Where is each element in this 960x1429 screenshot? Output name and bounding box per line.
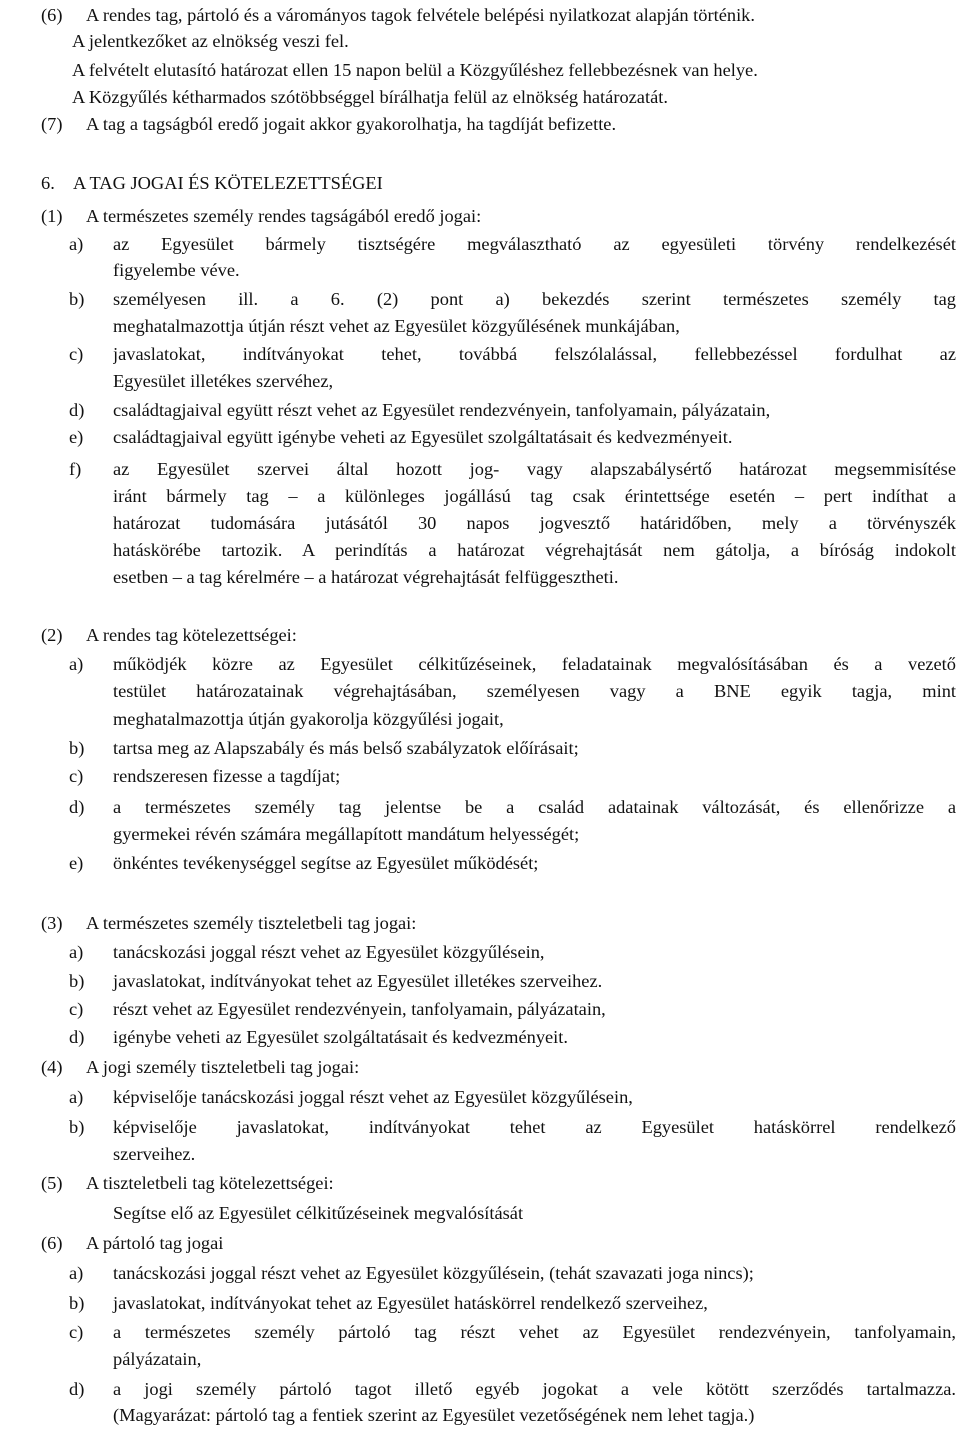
paragraph-text: A pártoló tag jogai bbox=[86, 1233, 224, 1253]
list-label: a) bbox=[69, 234, 84, 254]
list-label: c) bbox=[69, 344, 84, 364]
list-item-line bbox=[0, 483, 960, 510]
list-label: a) bbox=[69, 654, 84, 674]
paragraph-6-6 bbox=[0, 1230, 960, 1257]
list-item bbox=[0, 1024, 960, 1051]
paragraph-text: A felvételt elutasító határozat ellen 15 napon belül a Közgyűléshez fellebbezésnek van helye. bbox=[72, 60, 758, 80]
list-item-line bbox=[0, 313, 960, 340]
list-text: meghatalmazottja útján gyakorolja közgyűlési jogait, bbox=[113, 709, 504, 729]
list-text: a természetes személy tag jelentse be a család adatainak változását, és ellenőrizze a bbox=[113, 797, 956, 817]
list-item-line bbox=[0, 537, 960, 564]
list-text: javaslatokat, indítványokat tehet, továbbá felszólalással, fellebbezéssel fordulhat az bbox=[113, 344, 956, 364]
paragraph-number: (3) bbox=[41, 913, 63, 933]
list-text: gyermekei révén számára megállapított mandátum helyességét; bbox=[113, 824, 580, 844]
list-item bbox=[0, 397, 960, 424]
paragraph-line bbox=[0, 57, 960, 84]
paragraph-text: A rendes tag kötelezettségei: bbox=[86, 625, 297, 645]
paragraph-number: (5) bbox=[41, 1173, 63, 1193]
list-item bbox=[0, 794, 960, 821]
list-item bbox=[0, 286, 960, 313]
paragraph-number: (4) bbox=[41, 1057, 63, 1077]
list-label: b) bbox=[69, 289, 85, 309]
list-text: testület határozatainak végrehajtásában, személyesen vagy a BNE egyik tagja, mint bbox=[113, 681, 956, 701]
section-title: A TAG JOGAI ÉS KÖTELEZETTSÉGEI bbox=[73, 173, 383, 193]
list-item bbox=[0, 763, 960, 790]
list-text: önkéntes tevékenységgel segítse az Egyesület működését; bbox=[113, 853, 539, 873]
paragraph-6-1 bbox=[0, 203, 960, 230]
list-label: b) bbox=[69, 738, 85, 758]
list-item-line bbox=[0, 368, 960, 395]
list-text: tanácskozási joggal részt vehet az Egyesület közgyűlésein, (tehát szavazati joga nincs); bbox=[113, 1263, 754, 1283]
list-text: tanácskozási joggal részt vehet az Egyesület közgyűlésein, bbox=[113, 942, 545, 962]
list-text: családtagjaival együtt igénybe veheti az Egyesület szolgáltatásait és kedvezményeit. bbox=[113, 427, 733, 447]
list-item-line bbox=[0, 564, 960, 591]
list-text: a természetes személy pártoló tag részt vehet az Egyesület rendezvényein, tanfolyamain, bbox=[113, 1322, 956, 1342]
section-heading bbox=[0, 170, 960, 197]
paragraph-5-6 bbox=[0, 2, 960, 29]
list-item-line bbox=[0, 706, 960, 733]
list-label: b) bbox=[69, 971, 85, 991]
list-item bbox=[0, 1114, 960, 1141]
paragraph-number: (1) bbox=[41, 206, 63, 226]
list-text: javaslatokat, indítványokat tehet az Egyesület hatáskörrel rendelkező szerveihez, bbox=[113, 1293, 708, 1313]
list-item-line bbox=[0, 821, 960, 848]
list-text: képviselője javaslatokat, indítványokat tehet az Egyesület hatáskörrel rendelkező bbox=[113, 1117, 956, 1137]
list-label: d) bbox=[69, 797, 85, 817]
list-text: rendszeresen fizesse a tagdíjat; bbox=[113, 766, 341, 786]
section-number: 6. bbox=[41, 173, 55, 193]
paragraph-text: A jelentkezőket az elnökség veszi fel. bbox=[72, 31, 349, 51]
list-text: meghatalmazottja útján részt vehet az Egyesület közgyűlésének munkájában, bbox=[113, 316, 680, 336]
list-text: Egyesület illetékes szervéhez, bbox=[113, 371, 334, 391]
list-text: az Egyesület szervei által hozott jog- vagy alapszabálysértő határozat megsemmisítése bbox=[113, 459, 956, 479]
paragraph-text: A tiszteletbeli tag kötelezettségei: bbox=[86, 1173, 334, 1193]
paragraph-line bbox=[0, 84, 960, 111]
list-item-line bbox=[0, 1141, 960, 1168]
list-text: hatáskörébe tartozik. A perindítás a határozat végrehajtását nem gátolja, a bíróság indokolt bbox=[113, 540, 956, 560]
list-item bbox=[0, 735, 960, 762]
list-text: működjék közre az Egyesület célkitűzéseinek, feladatainak megvalósításában és a vezető bbox=[113, 654, 956, 674]
list-text: családtagjaival együtt részt vehet az Egyesület rendezvényein, tanfolyamain, pályázatain, bbox=[113, 400, 771, 420]
list-item bbox=[0, 1376, 960, 1403]
list-text: figyelembe véve. bbox=[113, 260, 240, 280]
list-label: e) bbox=[69, 427, 84, 447]
list-item bbox=[0, 1084, 960, 1111]
list-item bbox=[0, 1260, 960, 1287]
list-item bbox=[0, 968, 960, 995]
list-item-line bbox=[0, 510, 960, 537]
list-label: d) bbox=[69, 1379, 85, 1399]
list-item-line bbox=[0, 1402, 960, 1429]
list-item bbox=[0, 231, 960, 258]
list-item bbox=[0, 341, 960, 368]
paragraph-text: A Közgyűlés kétharmados szótöbbséggel bírálhatja felül az elnökség határozatát. bbox=[72, 87, 668, 107]
list-text: igénybe veheti az Egyesület szolgáltatásait és kedvezményeit. bbox=[113, 1027, 568, 1047]
list-label: b) bbox=[69, 1293, 85, 1313]
paragraph-line bbox=[0, 28, 960, 55]
list-item bbox=[0, 939, 960, 966]
list-label: a) bbox=[69, 1263, 84, 1283]
list-text: tartsa meg az Alapszabály és más belső szabályzatok előírásait; bbox=[113, 738, 579, 758]
list-text: az Egyesület bármely tisztségére megválasztható az egyesületi törvény rendelkezését bbox=[113, 234, 956, 254]
list-item bbox=[0, 1319, 960, 1346]
paragraph-text: A természetes személy rendes tagságából eredő jogai: bbox=[86, 206, 482, 226]
list-text: (Magyarázat: pártoló tag a fentiek szerint az Egyesület vezetőségének nem lehet tagja.) bbox=[113, 1405, 755, 1425]
paragraph-5-7 bbox=[0, 111, 960, 138]
list-label: d) bbox=[69, 400, 85, 420]
list-item bbox=[0, 651, 960, 678]
paragraph-text: Segítse elő az Egyesület célkitűzéseinek megvalósítását bbox=[113, 1203, 524, 1223]
paragraph-text: A természetes személy tiszteletbeli tag jogai: bbox=[86, 913, 417, 933]
list-text: iránt bármely tag – a különleges jogállású tag csak érintettsége esetén – pert indíthat a bbox=[113, 486, 956, 506]
list-label: c) bbox=[69, 1322, 84, 1342]
list-text: szerveihez. bbox=[113, 1144, 196, 1164]
paragraph-text: A tag a tagságból eredő jogait akkor gyakorolhatja, ha tagdíját befizette. bbox=[86, 114, 617, 134]
list-item bbox=[0, 1290, 960, 1317]
list-item bbox=[0, 456, 960, 483]
paragraph-number: (6) bbox=[41, 1233, 63, 1253]
list-label: d) bbox=[69, 1027, 85, 1047]
list-text: a jogi személy pártoló tagot illető egyéb jogokat a vele kötött szerződés tartalmazza. bbox=[113, 1379, 956, 1399]
list-item bbox=[0, 424, 960, 451]
paragraph-text: A rendes tag, pártoló és a várományos tagok felvétele belépési nyilatkozat alapján történik. bbox=[86, 5, 755, 25]
paragraph-number: (7) bbox=[41, 114, 63, 134]
list-item-line bbox=[0, 1346, 960, 1373]
list-text: képviselője tanácskozási joggal részt vehet az Egyesület közgyűlésein, bbox=[113, 1087, 633, 1107]
paragraph-text: A jogi személy tiszteletbeli tag jogai: bbox=[86, 1057, 360, 1077]
paragraph-line bbox=[0, 1200, 960, 1227]
list-label: e) bbox=[69, 853, 84, 873]
list-text: javaslatokat, indítványokat tehet az Egyesület illetékes szerveihez. bbox=[113, 971, 603, 991]
paragraph-6-5 bbox=[0, 1170, 960, 1197]
paragraph-6-4 bbox=[0, 1054, 960, 1081]
list-label: a) bbox=[69, 942, 84, 962]
list-text: személyesen ill. a 6. (2) pont a) bekezdés szerint természetes személy tag bbox=[113, 289, 956, 309]
list-item-line bbox=[0, 678, 960, 705]
paragraph-6-2 bbox=[0, 622, 960, 649]
list-label: b) bbox=[69, 1117, 85, 1137]
list-text: határozat tudomására jutásától 30 napos jogvesztő határidőben, mely a törvényszék bbox=[113, 513, 956, 533]
list-text: pályázatain, bbox=[113, 1349, 202, 1369]
list-item bbox=[0, 850, 960, 877]
paragraph-6-3 bbox=[0, 910, 960, 937]
paragraph-number: (6) bbox=[41, 5, 63, 25]
list-label: c) bbox=[69, 999, 84, 1019]
list-text: esetben – a tag kérelmére – a határozat végrehajtását felfüggesztheti. bbox=[113, 567, 619, 587]
paragraph-number: (2) bbox=[41, 625, 63, 645]
list-text: részt vehet az Egyesület rendezvényein, tanfolyamain, pályázatain, bbox=[113, 999, 606, 1019]
list-label: c) bbox=[69, 766, 84, 786]
list-item-line bbox=[0, 257, 960, 284]
list-label: a) bbox=[69, 1087, 84, 1107]
list-label: f) bbox=[69, 459, 82, 479]
list-item bbox=[0, 996, 960, 1023]
